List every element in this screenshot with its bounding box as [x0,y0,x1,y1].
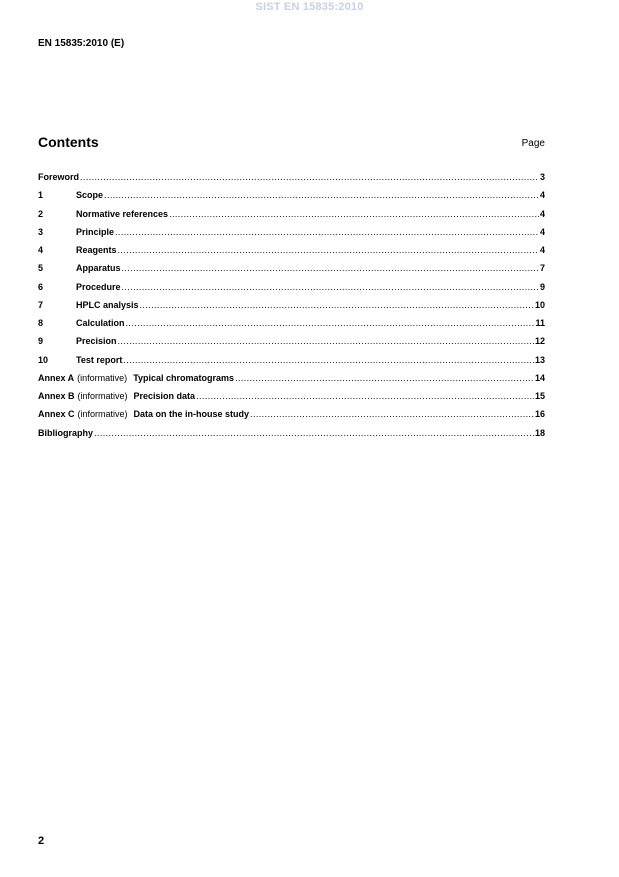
toc-entry-scope[interactable] [38,189,545,207]
toc-entry-number: 1 [38,190,44,201]
toc-entry-bibliography[interactable] [38,427,545,445]
toc-leader [118,335,534,347]
toc-entry-title: Scope [76,190,104,201]
toc-entry-page: 4 [539,245,545,255]
page-column-label: Page [521,138,545,149]
toc-leader [140,299,534,311]
toc-leader [115,226,539,238]
annex-kind: (informative) [77,372,128,383]
toc-entry-number: 2 [38,208,44,219]
annex-kind: (informative) [77,409,128,420]
toc-entry-title: Precision [76,336,117,347]
toc-entry-title: Procedure [76,281,121,292]
toc-entry-normative-references[interactable] [38,208,545,226]
toc-leader [80,171,539,183]
toc-entry-hplc-analysis[interactable] [38,299,545,317]
toc-leader [122,281,539,293]
toc-entry-title: Precision data [133,391,196,401]
toc-entry-title: Normative references [76,208,169,219]
toc-leader [250,408,534,420]
toc-entry-page: 18 [534,427,545,438]
toc-entry-number: 3 [38,226,44,237]
toc-entry-number: 5 [38,263,44,274]
toc-entry-title: Foreword [38,172,80,182]
toc-entry-principle[interactable] [38,226,545,244]
toc-entry-title: HPLC analysis [76,299,139,310]
toc-entry-title: Bibliography [38,427,94,438]
toc-entry-calculation[interactable] [38,317,545,335]
toc-entry-title: Principle [76,226,115,237]
toc-leader [94,427,534,439]
toc-entry-page: 4 [539,190,545,201]
toc-entry-page: 13 [534,354,545,365]
toc-entry-procedure[interactable] [38,281,545,299]
toc-entry-number: 10 [38,354,49,365]
contents-heading: Contents [38,134,99,150]
table-of-contents [38,171,545,445]
toc-entry-page: 4 [539,208,545,219]
toc-leader [196,390,534,402]
annex-label: Annex B [38,391,75,401]
toc-entry-page: 16 [534,409,545,420]
toc-entry-foreword[interactable] [38,171,545,189]
toc-entry-number: 9 [38,336,44,347]
toc-entry-page: 11 [535,318,545,328]
toc-entry-title: Apparatus [76,263,121,274]
toc-leader [122,262,539,274]
toc-entry-page: 4 [539,226,545,237]
toc-entry-annex-b[interactable] [38,390,545,408]
toc-entry-page: 12 [534,336,545,347]
document-id: EN 15835:2010 (E) [38,38,125,49]
annex-label: Annex C [38,409,75,420]
toc-entry-apparatus[interactable] [38,262,545,280]
toc-entry-precision[interactable] [38,335,545,353]
annex-label: Annex A [38,372,75,383]
toc-leader [235,372,534,384]
toc-entry-page: 3 [539,172,545,182]
toc-entry-number: 7 [38,299,44,310]
toc-entry-number: 4 [38,245,44,255]
toc-leader [123,354,534,366]
toc-entry-page: 7 [539,263,545,274]
toc-entry-page: 14 [534,372,545,383]
toc-leader [118,244,539,256]
watermark: SIST EN 15835:2010 [255,1,364,13]
toc-entry-title: Typical chromatograms [133,372,235,383]
toc-leader [169,208,539,220]
toc-leader [104,189,539,201]
toc-entry-title: Reagents [76,245,117,255]
toc-entry-page: 15 [534,391,545,401]
toc-entry-page: 9 [539,281,545,292]
toc-entry-title: Calculation [76,318,125,328]
toc-entry-number: 8 [38,318,44,328]
toc-leader [126,317,535,329]
toc-entry-test-report[interactable] [38,354,545,372]
page-number: 2 [38,835,45,847]
toc-entry-title: Test report [76,354,123,365]
toc-entry-reagents[interactable] [38,244,545,262]
toc-entry-annex-a[interactable] [38,372,545,390]
toc-entry-annex-c[interactable] [38,408,545,426]
annex-kind: (informative) [77,391,128,401]
toc-entry-title: Data on the in-house study [133,409,250,420]
toc-entry-page: 10 [534,299,545,310]
toc-entry-number: 6 [38,281,44,292]
